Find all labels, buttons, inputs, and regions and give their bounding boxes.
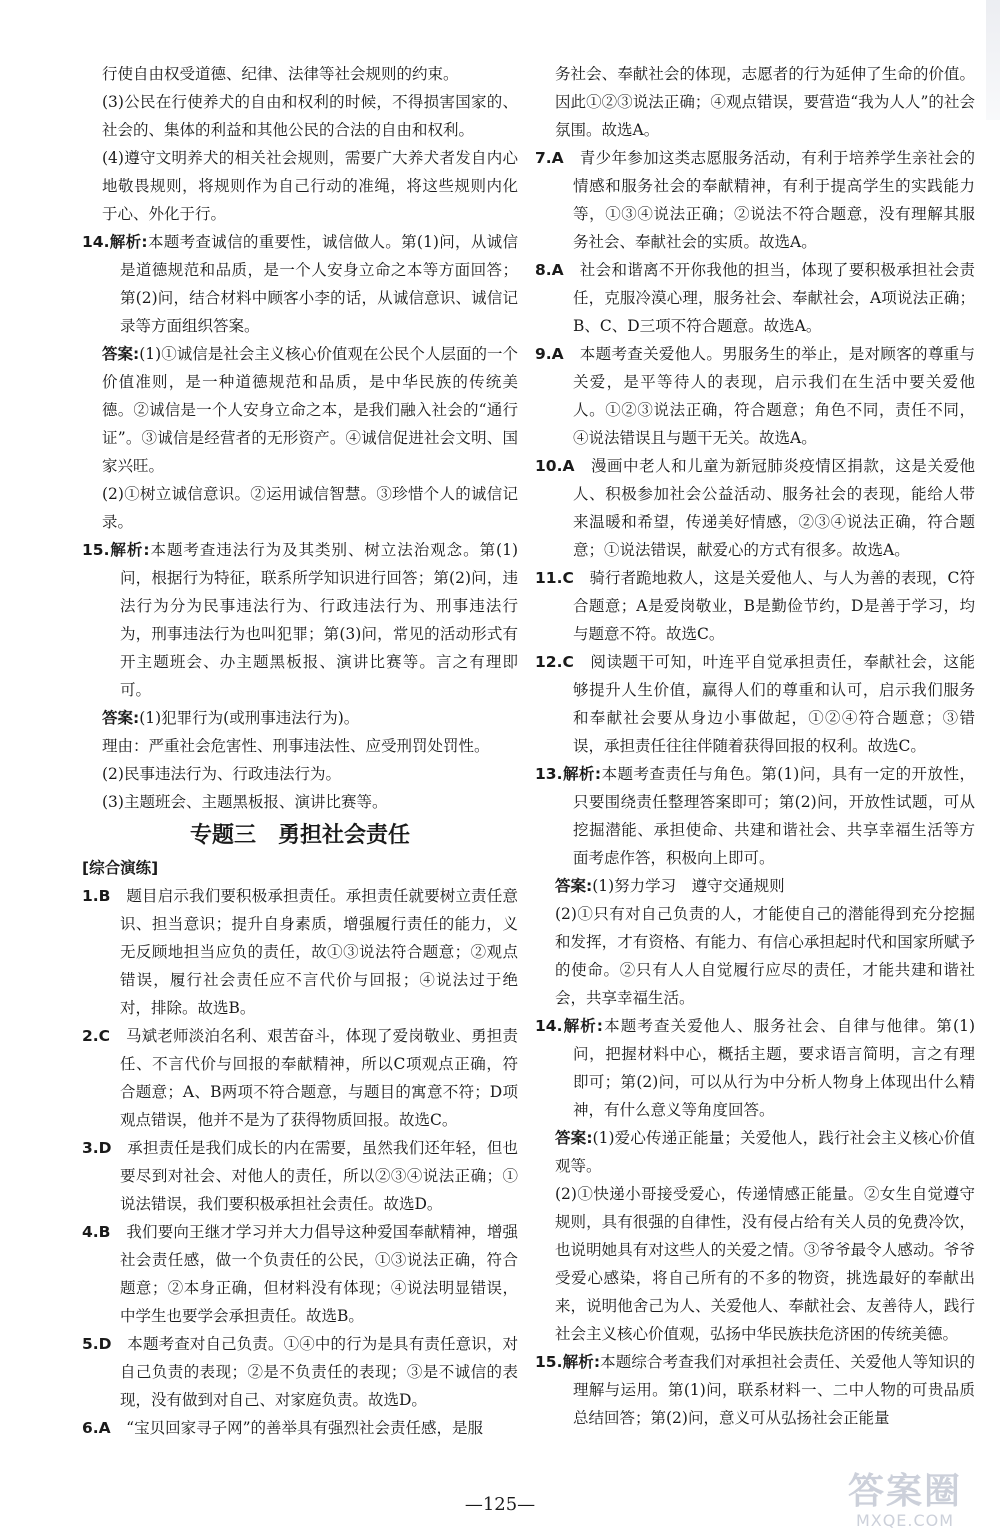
answer-item [82, 882, 518, 1022]
paragraph-text: (2)民事违法行为、行政违法行为。 [102, 765, 341, 783]
paragraph-text: (1)①诚信是社会主义核心价值观在公民个人层面的一个价值准则，是一种道德规范和品质，是中华民族的传统美德。②诚信是一个人安身立命之本，是我们融入社会的“通行证”。③诚信是经营者的无形资产。④诚信促进社会文明、国家兴旺。 [102, 345, 518, 475]
paragraph-text: 本题考查关爱他人、服务社会、自律与他律。第(1)问，把握材料中心，概括主题，要求语言简明，言之有理即可；第(2)问，可以从行为中分析人物身上体现出什么精神，有什么意义等角度回答。 [573, 1017, 975, 1119]
answer-item [82, 1022, 518, 1134]
answer-label: 答案: [555, 877, 593, 895]
question-number: 10.A [535, 457, 575, 475]
answer-label: 解析: [562, 765, 602, 783]
answer-item [535, 760, 975, 872]
section-title: 专题三 勇担社会责任 [189, 823, 410, 848]
paragraph-text: 务社会、奉献社会的体现，志愿者的行为延伸了生命的价值。因此①②③说法正确；④观点错误，要营造“我为人人”的社会氛围。故选A。 [555, 65, 975, 139]
question-number: 3.D [82, 1139, 112, 1157]
paragraph-text: (2)①快递小哥接受爱心，传递情感正能量。②女生自觉遵守规则，具有很强的自律性，没有侵占给有关人员的免费冷饮，也说明她具有对这些人的关爱之情。③爷爷最令人感动。爷爷受爱心感染，将自己所有的不多的物资，挑选最好的奉献出来，说明他舍己为人、关爱他人、奉献社会、友善待人，践行社会主义核心价值观，弘扬中华民族扶危济困的传统美德。 [555, 1185, 975, 1343]
question-number: 7.A [535, 149, 564, 167]
paragraph-text: 题目启示我们要积极承担责任。承担责任就要树立责任意识、担当意识；提升自身素质，增强履行责任的能力，义无反顾地担当应负的责任，故①③说法符合题意；②观点错误，履行社会责任应不言代价与回报；④说法过于绝对，排除。故选B。 [110, 887, 518, 1017]
answer-item [535, 256, 975, 340]
scan-edge-mark [986, 0, 1000, 120]
answer-paragraph [535, 1180, 975, 1348]
answer-item [535, 1348, 975, 1432]
paragraph-text: 社会和谐离不开你我他的担当，体现了要积极承担社会责任，克服冷漠心理，服务社会、奉献社会，A项说法正确；B、C、D三项不符合题意。故选A。 [563, 261, 975, 335]
answer-item [535, 648, 975, 760]
answer-paragraph [82, 760, 518, 788]
paragraph-text: (1)努力学习 遵守交通规则 [592, 877, 785, 895]
answer-item [535, 564, 975, 648]
question-number: 15. [535, 1353, 563, 1371]
question-number: 2.C [82, 1027, 111, 1045]
answer-paragraph [82, 480, 518, 536]
answer-label: 解析: [109, 541, 150, 559]
answer-paragraph [82, 88, 518, 144]
paragraph-text: “宝贝回家寻子网”的善举具有强烈社会责任感，是服 [110, 1419, 484, 1437]
answer-paragraph [82, 788, 518, 816]
paragraph-text: 漫画中老人和儿童为新冠肺炎疫情区捐款，这是关爱他人、积极参加社会公益活动、服务社会的表现，能给人带来温暖和希望，传递美好情感，②③④说法正确，符合题意；①说法错误，献爱心的方式有很多。故选A。 [573, 457, 975, 559]
answer-paragraph [535, 872, 975, 900]
answer-paragraph [82, 704, 518, 732]
paragraph-text: (1)犯罪行为(或刑事违法行为)。 [139, 709, 360, 727]
watermark-main-text: 答案圈 [847, 1471, 962, 1512]
answer-label: 解析: [562, 1017, 604, 1035]
watermark-logo [820, 1472, 990, 1530]
paragraph-text: 本题考查关爱他人。男服务生的举止，是对顾客的尊重与关爱，是平等待人的表现，启示我们在生活中要关爱他人。①②③说法正确，符合题意；角色不同，责任不同，④说法错误且与题干无关。故选A。 [563, 345, 975, 447]
paragraph-text: 我们要向王继才学习并大力倡导这种爱国奉献精神，增强社会责任感，做一个负责任的公民，①③说法正确，符合题意；②本身正确，但材料没有体现；④说法明显错误，中学生也要学会承担责任。故选B。 [110, 1223, 518, 1325]
left-column [82, 60, 518, 1442]
answer-item [535, 1012, 975, 1124]
paragraph-text: (2)①只有对自己负责的人，才能使自己的潜能得到充分挖掘和发挥，才有资格、有能力、有信心承担起时代和国家所赋予的使命。②只有人人自觉履行应尽的责任，才能共建和谐社会，共享幸福生活。 [555, 905, 975, 1007]
paragraph-text: 理由：严重社会危害性、刑事违法性、应受刑罚处罚性。 [102, 737, 490, 755]
paragraph-text: 骑行者跪地救人，这是关爱他人、与人为善的表现，C符合题意；A是爱岗敬业，B是勤俭节约，D是善于学习，均与题意不符。故选C。 [573, 569, 975, 643]
paragraph-text: 本题考查诚信的重要性，诚信做人。第(1)问，从诚信是道德规范和品质，是一个人安身立命之本等方面回答；第(2)问，结合材料中顾客小李的话，从诚信意识、诚信记录等方面组织答案。 [120, 233, 518, 335]
answer-paragraph [82, 340, 518, 480]
question-number: 15. [82, 541, 110, 559]
question-number: 12.C [535, 653, 574, 671]
paragraph-text: 本题考查责任与角色。第(1)问，具有一定的开放性，只要围绕责任整理答案即可；第(2)问，开放性试题，可从挖掘潜能、承担使命、共建和谐社会、共享幸福生活等方面考虑作答，积极向上即可。 [573, 765, 975, 867]
question-number: 14. [535, 1017, 563, 1035]
question-number: 4.B [82, 1223, 111, 1241]
answer-paragraph [535, 900, 975, 1012]
question-number: 6.A [82, 1419, 111, 1437]
question-number: 11.C [535, 569, 574, 587]
answer-paragraph [535, 1124, 975, 1180]
answer-item [82, 1330, 518, 1414]
answer-paragraph [82, 60, 518, 88]
paragraph-text: 马斌老师淡泊名利、艰苦奋斗，体现了爱岗敬业、勇担责任、不言代价与回报的奉献精神，所以C项观点正确，符合题意；A、B两项不符合题意，与题目的寓意不符；D项观点错误，他并不是为了获得物质回报。故选C。 [110, 1027, 518, 1129]
paragraph-text: (3)公民在行使养犬的自由和权利的时候，不得损害国家的、社会的、集体的利益和其他公民的合法的自由和权利。 [102, 93, 518, 139]
answer-label: 答案: [555, 1129, 593, 1147]
question-number: 13. [535, 765, 563, 783]
answer-item [82, 536, 518, 704]
paragraph-text: (3)主题班会、主题黑板报、演讲比赛等。 [102, 793, 388, 811]
answer-paragraph [82, 732, 518, 760]
question-number: 9.A [535, 345, 564, 363]
paragraph-text: 本题考查违法行为及其类别、树立法治观念。第(1)问，根据行为特征，联系所学知识进行回答；第(2)问，违法行为分为民事违法行为、行政违法行为、刑事违法行为，刑事违法行为也叫犯罪；第(3)问，常见的活动形式有开主题班会、办主题黑板报、演讲比赛等。言之有理即可。 [120, 541, 518, 699]
paragraph-text: 行使自由权受道德、纪律、法律等社会规则的约束。 [102, 65, 459, 83]
page-number: —125— [464, 1494, 536, 1515]
answer-item [82, 1414, 518, 1442]
answer-item [535, 340, 975, 452]
answer-item [535, 144, 975, 256]
answer-item [82, 1218, 518, 1330]
answer-paragraph [535, 60, 975, 144]
question-number: 1.B [82, 887, 111, 905]
paragraph-text: 承担责任是我们成长的内在需要，虽然我们还年轻，但也要尽到对社会、对他人的责任，所以②③④说法正确；①说法错误，我们要积极承担社会责任。故选D。 [111, 1139, 518, 1213]
question-number: 5.D [82, 1335, 112, 1353]
paragraph-text: 阅读题干可知，叶连平自觉承担责任，奉献社会，这能够提升人生价值，赢得人们的尊重和认可，启示我们服务和奉献社会要从身边小事做起，①②④符合题意；③错误，承担责任往往伴随着获得回报的权利。故选C。 [573, 653, 975, 755]
answer-item [82, 228, 518, 340]
answer-label: 答案: [102, 345, 140, 363]
paragraph-text: 青少年参加这类志愿服务活动，有利于培养学生亲社会的情感和服务社会的奉献精神，有利于提高学生的实践能力等，①③④说法正确；②说法不符合题意，没有理解其服务社会、奉献社会的实质。故选A。 [563, 149, 975, 251]
answer-label: 解析: [562, 1353, 601, 1371]
answer-item [82, 1134, 518, 1218]
watermark-url-text: MXQE.COM [855, 1511, 955, 1530]
right-column [535, 60, 975, 1432]
paragraph-text: 本题综合考查我们对承担社会责任、关爱他人等知识的理解与运用。第(1)问，联系材料一、二中人物的可贵品质总结回答；第(2)问，意义可从弘扬社会正能量 [573, 1353, 975, 1427]
answer-label: 解析: [109, 233, 148, 251]
section-subtitle: [综合演练] [82, 859, 159, 877]
answer-label: 答案: [102, 709, 140, 727]
answer-paragraph [82, 144, 518, 228]
question-number: 14. [82, 233, 110, 251]
paragraph-text: (1)爱心传递正能量；关爱他人，践行社会主义核心价值观等。 [555, 1129, 975, 1175]
question-number: 8.A [535, 261, 564, 279]
paragraph-text: (4)遵守文明养犬的相关社会规则，需要广大养犬者发自内心地敬畏规则，将规则作为自己行动的准绳，将这些规则内化于心、外化于行。 [102, 149, 518, 223]
paragraph-text: (2)①树立诚信意识。②运用诚信智慧。③珍惜个人的诚信记录。 [102, 485, 518, 531]
paragraph-text: 本题考查对自己负责。①④中的行为是具有责任意识，对自己负责的表现；②是不负责任的表现；③是不诚信的表现，没有做到对自己、对家庭负责。故选D。 [111, 1335, 518, 1409]
answer-item [535, 452, 975, 564]
